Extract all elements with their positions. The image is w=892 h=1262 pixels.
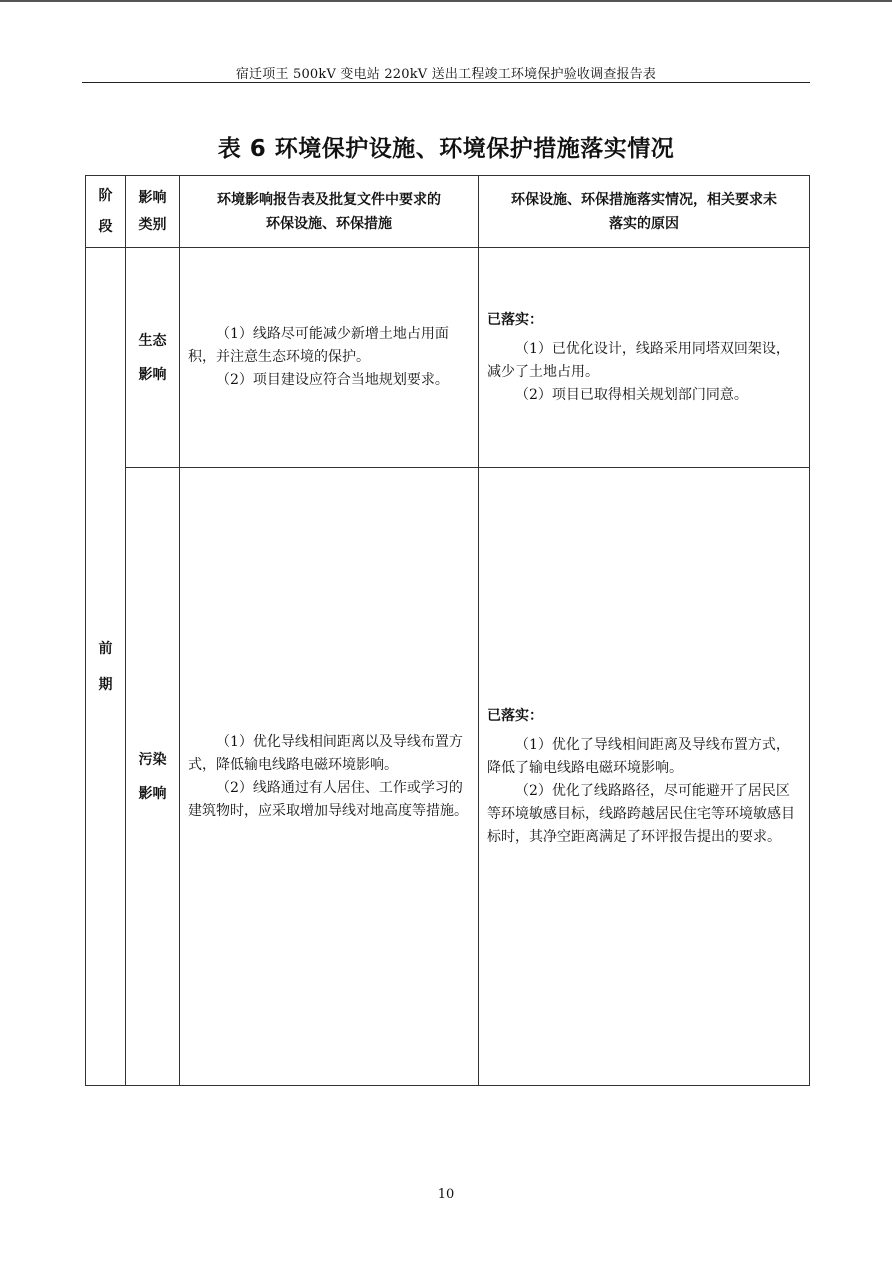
type-line1: 污染 bbox=[138, 751, 167, 768]
required-measures-ecology bbox=[180, 248, 479, 468]
impact-type-ecology bbox=[126, 248, 180, 468]
implemented-label: 已落实： bbox=[487, 311, 543, 328]
implementation-ecology bbox=[479, 248, 810, 468]
implemented-item: （1）优化了导线相间距离及导线布置方式，降低了输电线路电磁环境影响。 bbox=[487, 736, 790, 776]
implemented-item: （2）项目已取得相关规划部门同意。 bbox=[515, 386, 748, 403]
header-implemented-line2: 落实的原因 bbox=[609, 215, 679, 232]
implemented-item: （2）优化了线路路径，尽可能避开了居民区等环境敏感目标，线路跨越居民住宅等环境敏感目标时，其净空距离满足了环评报告提出的要求。 bbox=[487, 782, 795, 845]
header-required-line2: 环保设施、环保措施 bbox=[266, 215, 392, 232]
required-item: （1）线路尽可能减少新增土地占用面积，并注意生态环境的保护。 bbox=[188, 326, 449, 365]
header-type-line2: 类别 bbox=[138, 216, 167, 233]
type-line2: 影响 bbox=[138, 366, 167, 383]
required-measures-pollution bbox=[180, 468, 479, 1086]
table-row-pollution bbox=[86, 468, 810, 1086]
implemented-item: （1）已优化设计，线路采用同塔双回架设，减少了土地占用。 bbox=[487, 340, 790, 380]
impact-type-pollution bbox=[126, 468, 180, 1086]
implementation-pollution bbox=[479, 468, 810, 1086]
header-impact-type bbox=[126, 176, 180, 248]
required-item: （2）项目建设应符合当地规划要求。 bbox=[216, 372, 449, 388]
required-item: （1）优化导线相间距离以及导线布置方式，降低输电线路电磁环境影响。 bbox=[188, 733, 463, 773]
header-implementation bbox=[479, 176, 810, 248]
measures-table bbox=[85, 175, 810, 1086]
table-header-row bbox=[86, 176, 810, 248]
table-title: 表 6 环境保护设施、环境保护措施落实情况 bbox=[217, 136, 675, 162]
header-required-measures bbox=[180, 176, 479, 248]
header-stage-line2: 段 bbox=[98, 218, 113, 235]
header-rule bbox=[82, 82, 810, 83]
running-header: 宿迁项王 500kV 变电站 220kV 送出工程竣工环境保护验收调查报告表 bbox=[235, 67, 657, 82]
stage-line1: 前 bbox=[98, 640, 113, 657]
table-row-ecology bbox=[86, 248, 810, 468]
header-stage-line1: 阶 bbox=[98, 187, 113, 204]
header-type-line1: 影响 bbox=[138, 189, 167, 206]
header-implemented-line1: 环保设施、环保措施落实情况，相关要求未 bbox=[511, 191, 777, 208]
implemented-label: 已落实： bbox=[487, 707, 543, 724]
header-required-line1: 环境影响报告表及批复文件中要求的 bbox=[217, 191, 441, 208]
header-stage bbox=[86, 176, 126, 248]
stage-line2: 期 bbox=[98, 676, 113, 693]
page-number: 10 bbox=[437, 1187, 455, 1202]
type-line1: 生态 bbox=[138, 332, 167, 349]
type-line2: 影响 bbox=[138, 785, 167, 802]
required-item: （2）线路通过有人居住、工作或学习的建筑物时，应采取增加导线对地高度等措施。 bbox=[188, 779, 468, 819]
stage-cell bbox=[86, 248, 126, 1086]
top-border-rule bbox=[0, 0, 892, 2]
